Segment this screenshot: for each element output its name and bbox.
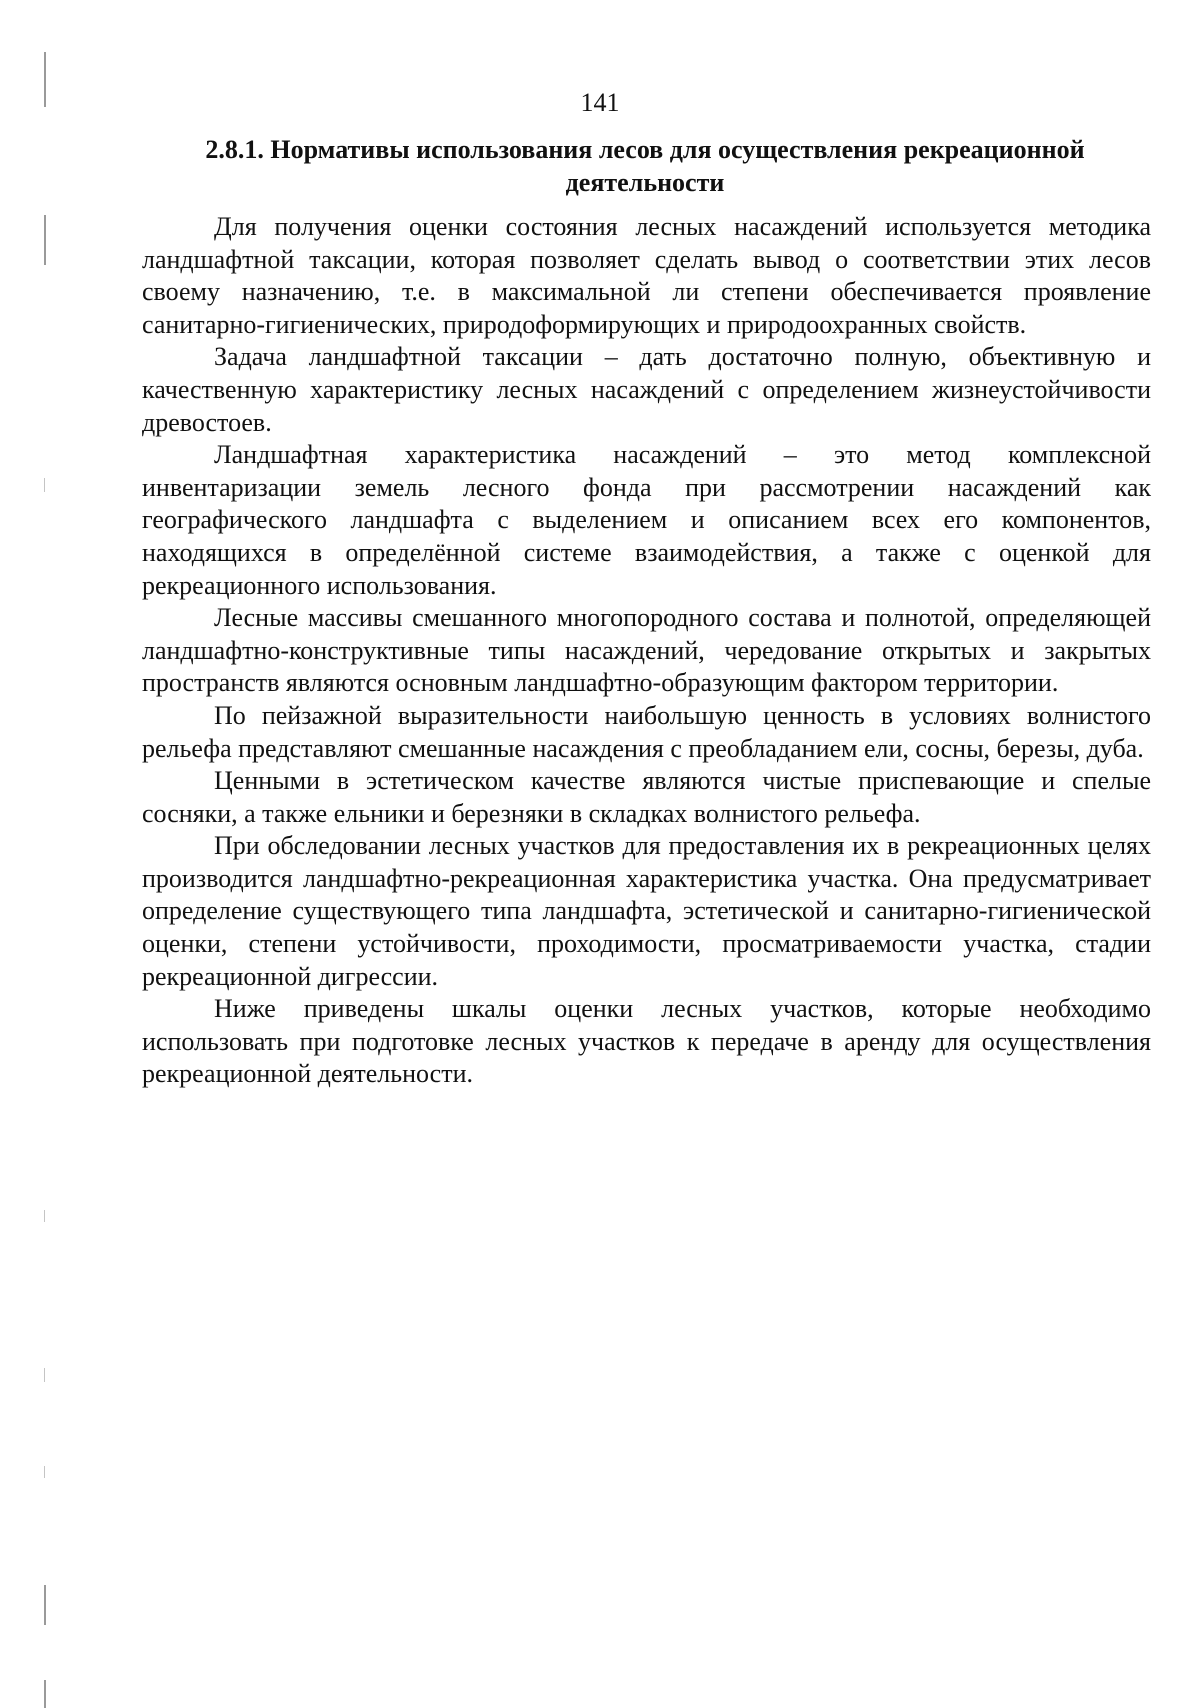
scan-artifact-line <box>44 1585 46 1625</box>
paragraph: Ценными в эстетическом качестве являются чистые приспевающие и спелые сосняки, а также ельники и березняки в складках волнистого рельефа. <box>142 766 1151 828</box>
paragraph: Ландшафтная характеристика насаждений – это метод комплексной инвентаризации земель лесного фонда при рассмотрении насаждений как географического ландшафта с выделением и описанием всех его компонентов, находящихся в определённой системе взаимодействия, а также с оценкой для рекреационного использования. <box>142 440 1151 600</box>
section-title: 2.8.1. Нормативы использования лесов для осуществления рекреационной деятельности <box>205 135 1085 197</box>
paragraph: По пейзажной выразительности наибольшую ценность в условиях волнистого рельефа представляют смешанные насаждения с преобладанием ели, сосны, березы, дуба. <box>142 700 1151 763</box>
scan-artifact-line <box>44 1680 46 1708</box>
scan-artifact-line <box>44 1466 45 1478</box>
body-text <box>142 211 1151 1091</box>
paragraph: Ниже приведены шкалы оценки лесных участков, которые необходимо использовать при подготовке лесных участков к передаче в аренду для осуществления рекреационной деятельности. <box>142 994 1151 1089</box>
paragraph: Задача ландшафтной таксации – дать достаточно полную, объективную и качественную характеристику лесных насаждений с определением жизнеустойчивости древостоев. <box>142 342 1151 437</box>
scan-artifact-line <box>44 215 46 265</box>
scan-artifact-line <box>44 478 45 492</box>
scan-artifact-line <box>44 1368 45 1382</box>
scan-artifact-line <box>44 1210 45 1222</box>
page-number: 141 <box>580 88 620 117</box>
paragraph: Для получения оценки состояния лесных насаждений используется методика ландшафтной таксации, которая позволяет сделать вывод о соответствии этих лесов своему назначению, т.е. в максимальной ли степени обеспечивается проявление санитарно-гигиенических, природоформирующих и природоохранных свойств. <box>142 212 1151 339</box>
paragraph: При обследовании лесных участков для предоставления их в рекреационных целях производится ландшафтно-рекреационная характеристика участка. Она предусматривает определение существующего типа ландшафта, эстетической и санитарно-гигиенической оценки, степени устойчивости, проходимости, просматриваемости участка, стадии рекреационной дигрессии. <box>142 831 1151 991</box>
paragraph: Лесные массивы смешанного многопородного состава и полнотой, определяющей ландшафтно-конструктивные типы насаждений, чередование открытых и закрытых пространств являются основным ландшафтно-образующим фактором территории. <box>142 603 1151 698</box>
